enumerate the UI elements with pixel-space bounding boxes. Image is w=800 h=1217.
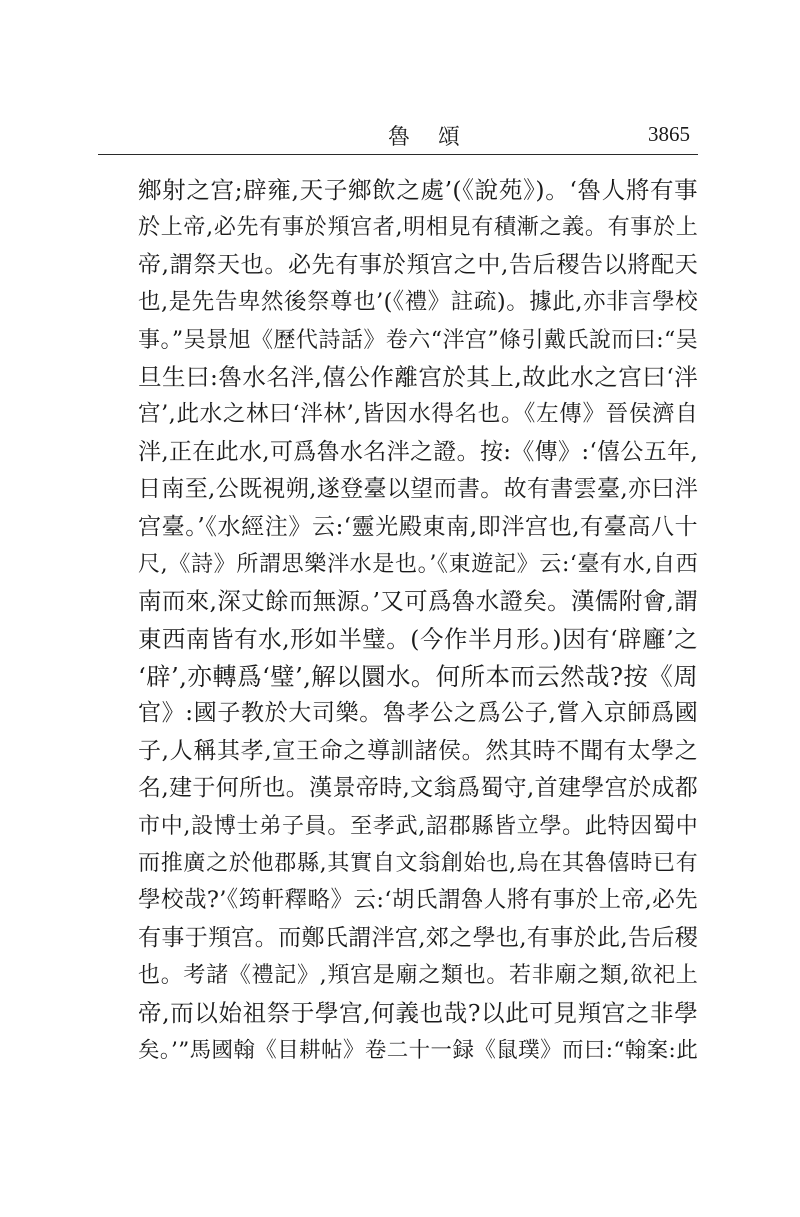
text-line: 旦生曰:魯水名泮,僖公作離宫於其上,故此水之宫曰‘泮 bbox=[138, 362, 698, 391]
text-line: 也,是先告卑然後祭尊也’(《禮》註疏)。據此,亦非言學校 bbox=[138, 289, 698, 316]
page-number: 3865 bbox=[648, 122, 690, 146]
running-title: 魯頌 bbox=[388, 125, 489, 150]
text-line: 帝,而以始祖祭于學宫,何義也哉?以此可見頖宫之非學 bbox=[138, 998, 698, 1027]
text-line: 宫臺。’《水經注》云:‘靈光殿東南,即泮宫也,有臺高八十 bbox=[138, 513, 698, 540]
text-line: 市中,設博士弟子員。至孝武,詔郡縣皆立學。此特因蜀中 bbox=[138, 813, 698, 839]
text-line: 南而來,深丈餘而無源。’又可爲魯水證矣。漢儒附會,謂 bbox=[138, 587, 698, 616]
text-line: 東西南皆有水,形如半璧。(今作半月形。)因有‘辟廱’之 bbox=[138, 624, 698, 653]
text-line: 事。”吴景旭《歷代詩話》卷六“泮宫”條引戴氏說而曰:“吴 bbox=[138, 327, 698, 353]
text-line: 也。考諸《禮記》,頖宫是廟之類也。若非廟之類,欲祀上 bbox=[138, 963, 698, 989]
text-line: 於上帝,必先有事於頖宫者,明相見有積漸之義。有事於上 bbox=[138, 215, 698, 241]
text-line: 帝,謂祭天也。必先有事於頖宫之中,告后稷告以將配天 bbox=[138, 251, 698, 278]
body-text bbox=[138, 172, 698, 1069]
text-line: 日南至,公既視朔,遂登臺以望而書。故有書雲臺,亦曰泮 bbox=[138, 476, 698, 503]
text-line: 宫’,此水之林曰‘泮林’,皆因水得名也。《左傳》晉侯濟自 bbox=[138, 401, 698, 428]
text-line: 名,建于何所也。漢景帝時,文翁爲蜀守,首建學宫於成都 bbox=[138, 775, 698, 802]
page-header bbox=[98, 118, 698, 158]
text-line: 而推廣之於他郡縣,其實自文翁創始也,烏在其魯僖時已有 bbox=[138, 851, 698, 877]
text-line: 有事于頖宫。而鄭氏謂泮宫,郊之學也,有事於此,告后稷 bbox=[138, 924, 698, 951]
text-line: 尺,《詩》所謂思樂泮水是也。’《東遊記》云:‘臺有水,自西 bbox=[138, 551, 698, 577]
text-line: 子,人稱其孝,宣王命之導訓諸侯。然其時不聞有太學之 bbox=[138, 737, 698, 764]
text-line: ‘辟’,亦轉爲‘璧’,解以圜水。何所本而云然哉?按《周 bbox=[138, 662, 698, 692]
text-line: 鄉射之宫;辟雍,天子鄉飲之處’(《說苑》)。‘魯人將有事 bbox=[138, 176, 698, 204]
text-line: 泮,正在此水,可爲魯水名泮之證。按:《傳》:‘僖公五年, bbox=[138, 438, 698, 465]
text-line: 官》:國子教於大司樂。魯孝公之爲公子,嘗入京師爲國 bbox=[138, 700, 698, 727]
text-line: 學校哉?’《筠軒釋略》云:‘胡氏謂魯人將有事於上帝,必先 bbox=[138, 887, 698, 914]
header-rule bbox=[98, 154, 698, 155]
text-line: 矣。’”馬國翰《目耕帖》卷二十一録《鼠璞》而曰:“翰案:此 bbox=[138, 1037, 698, 1063]
